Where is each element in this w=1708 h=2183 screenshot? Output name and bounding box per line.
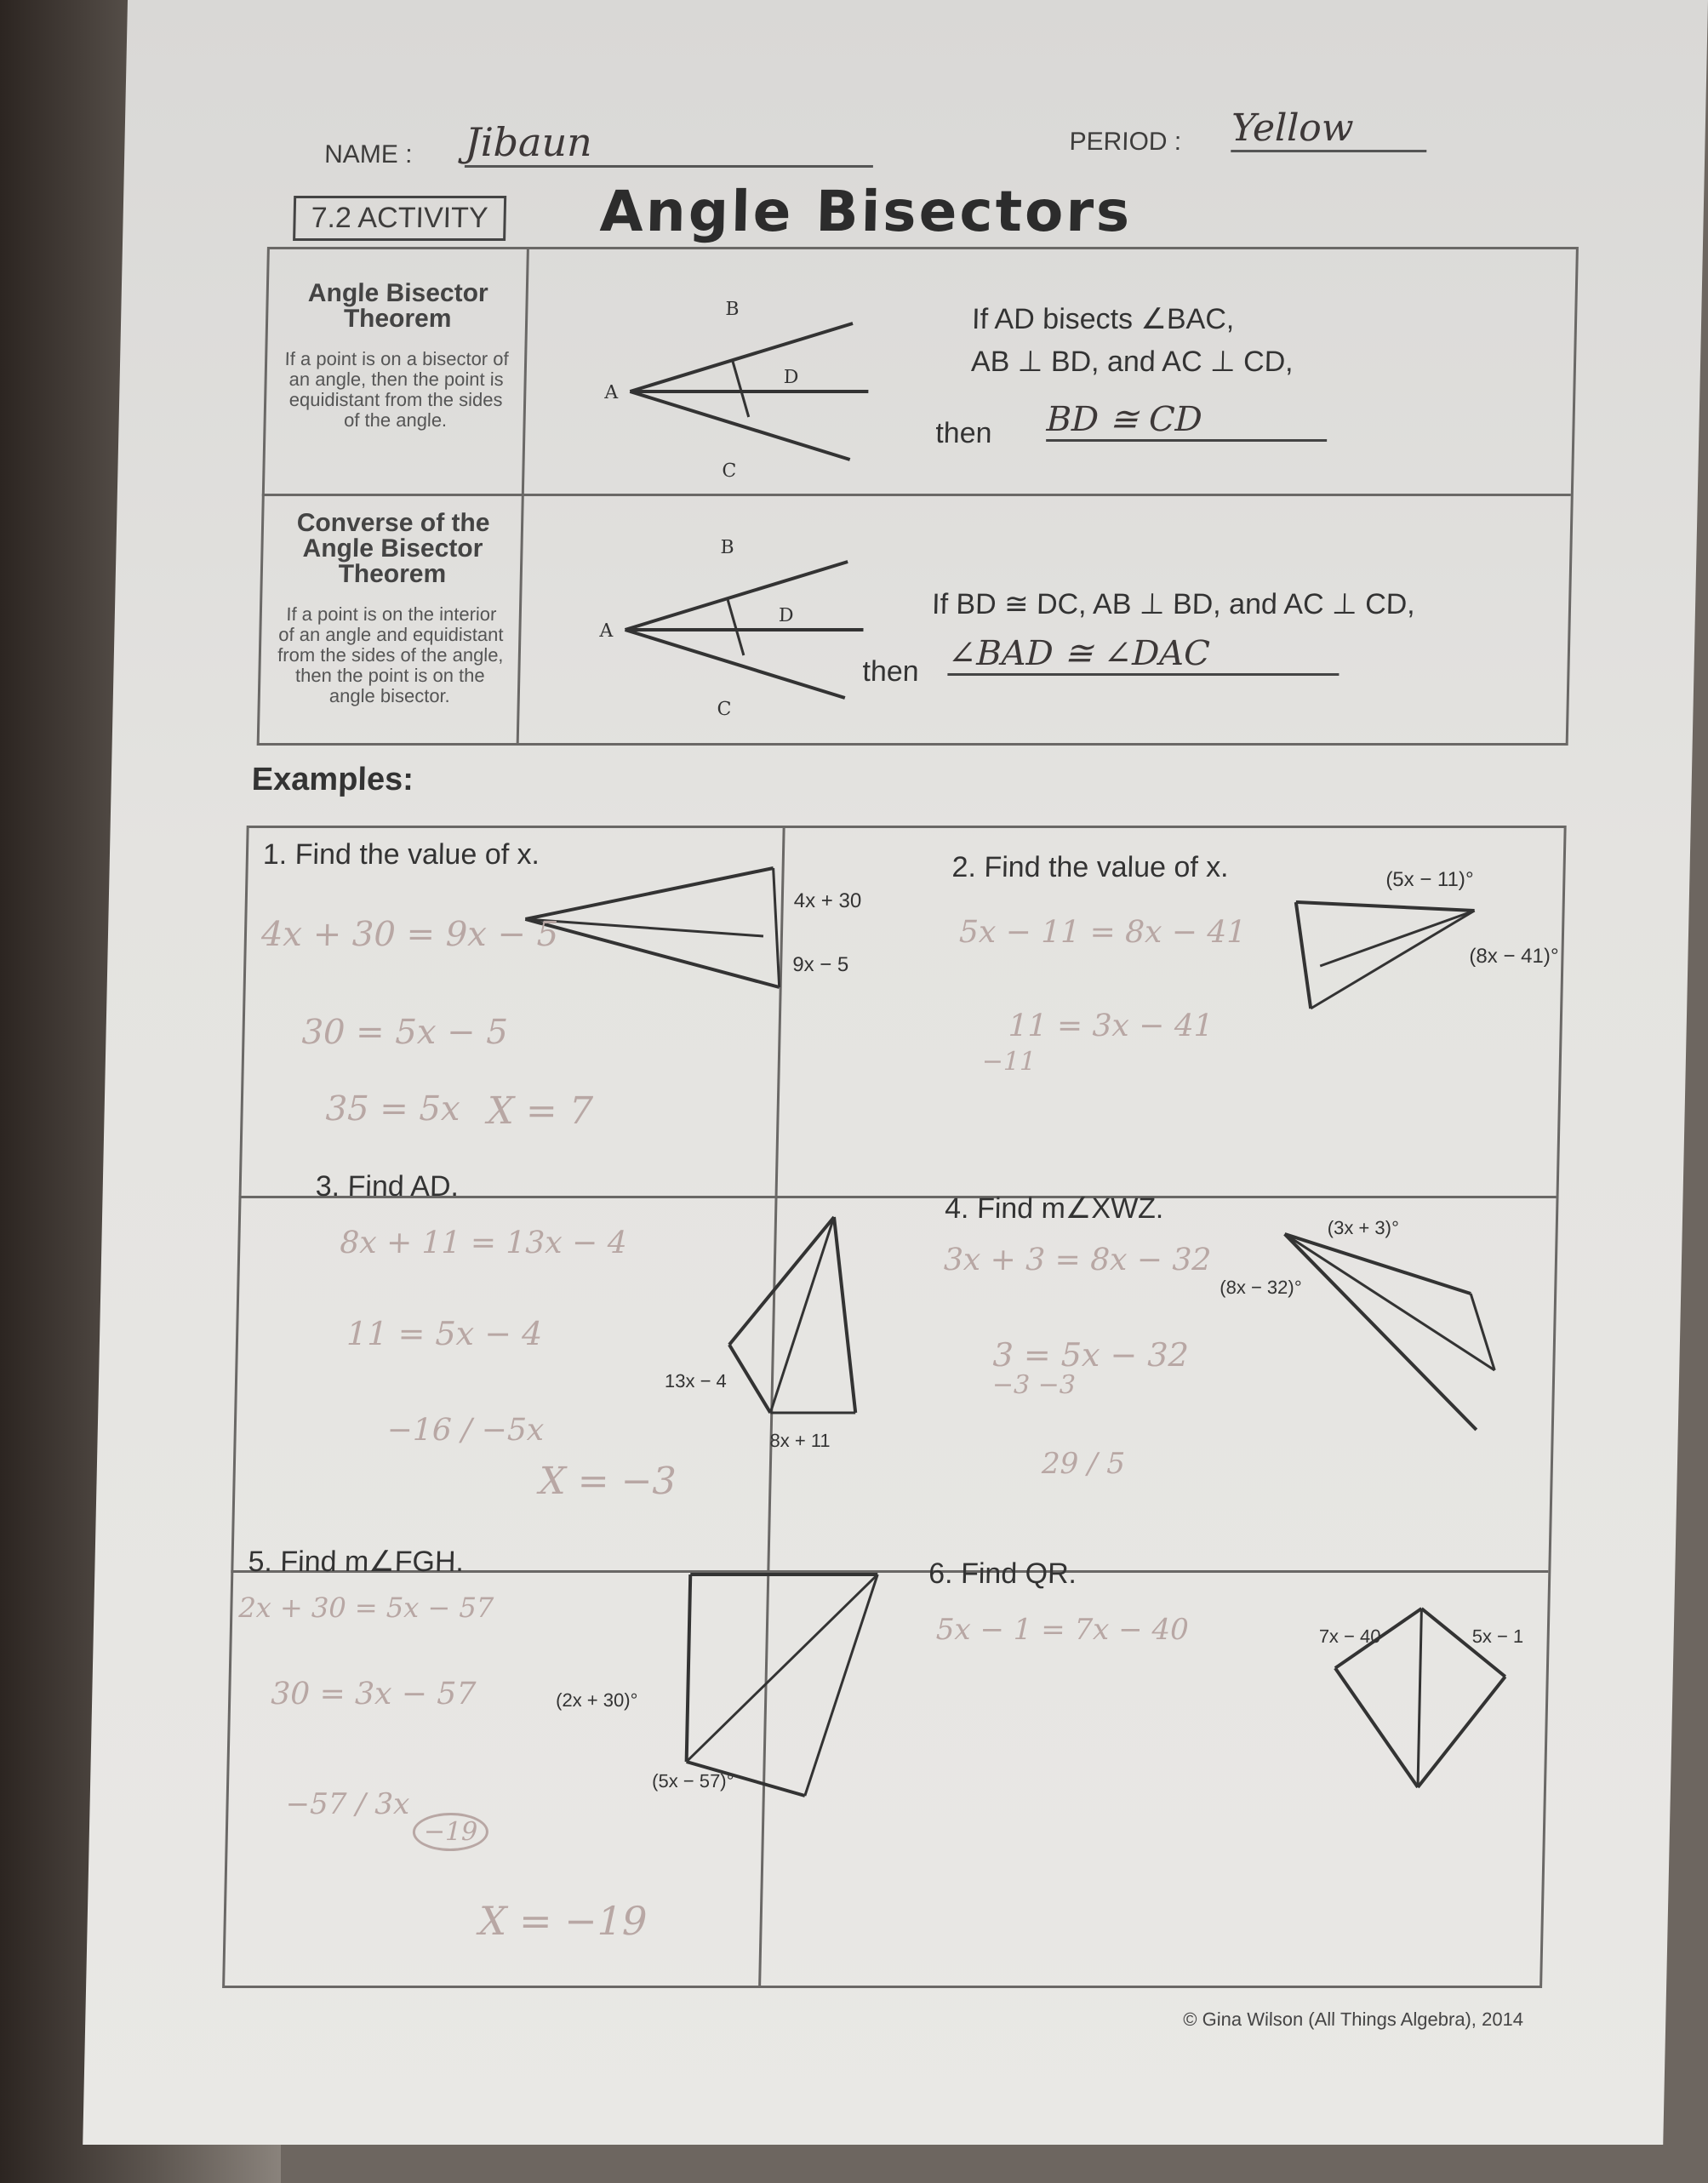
theorem1-text: If a point is on a bisector of an angle, then the point is equidistant from the sides of the angle.: [284, 348, 509, 431]
svg-text:C: C: [717, 699, 732, 720]
svg-text:C: C: [722, 460, 737, 482]
theorem2-text: If a point is on the interior of an angle and equidistant from the sides of the angle, then the point is on the angle bisector.: [277, 603, 504, 706]
problem2-work-3: −11: [981, 1047, 1037, 1077]
problem3-prompt: 3. Find AD.: [315, 1170, 460, 1203]
problem5-prompt: 5. Find m∠FGH.: [248, 1546, 465, 1578]
theorem1-condition-1: If AD bisects ∠BAC,: [971, 303, 1235, 335]
theorem1-condition-2: AB ⊥ BD, and AC ⊥ CD,: [970, 346, 1294, 378]
problem5-label-2: (5x − 57)°: [651, 1770, 734, 1792]
problem2-work-1: 5x − 11 = 8x − 41: [958, 915, 1247, 950]
period-label: PERIOD :: [1069, 128, 1182, 156]
svg-text:A: A: [604, 382, 619, 403]
svg-text:D: D: [783, 367, 799, 388]
table-divider: [262, 494, 1571, 496]
name-label: NAME :: [323, 140, 413, 169]
problem5-work-5: X = −19: [478, 1898, 648, 1944]
problem1-work-1: 4x + 30 = 9x − 5: [260, 915, 559, 954]
page-title: Angle Bisectors: [598, 179, 1134, 244]
svg-text:B: B: [720, 537, 734, 558]
theorem1-then-label: then: [934, 417, 992, 449]
svg-text:B: B: [725, 299, 740, 320]
theorem2-answer: ∠BAD ≅ ∠DAC: [947, 634, 1340, 676]
problem1-label-2: 9x − 5: [791, 953, 849, 976]
theorem2-name: Converse of the Angle Bisector Theorem: [296, 509, 490, 588]
worksheet-paper: [83, 0, 1708, 2145]
problem2-label-1: (5x − 11)°: [1385, 868, 1474, 891]
name-value: Jibaun: [465, 119, 874, 168]
period-value: Yellow: [1231, 106, 1427, 152]
problem4-diagram: [1263, 1226, 1522, 1447]
problem1-work-3: 35 = 5x: [325, 1089, 461, 1129]
problem5-label-1: (2x + 30)°: [555, 1689, 638, 1711]
theorem1-diagram: [594, 298, 879, 485]
problem1-work-2: 30 = 5x − 5: [301, 1013, 509, 1052]
problem2-label-2: (8x − 41)°: [1469, 945, 1559, 968]
problem2-work-2: 11 = 3x − 41: [1008, 1009, 1214, 1043]
theorem2-condition: If BD ≅ DC, AB ⊥ BD, and AC ⊥ CD,: [931, 588, 1416, 620]
problem5-work-3: −57 / 3x: [285, 1787, 410, 1821]
problem5-work-2: 30 = 3x − 57: [270, 1677, 477, 1712]
svg-text:A: A: [599, 620, 614, 642]
problem3-work-4: X = −3: [539, 1460, 677, 1503]
problem4-work-1: 3x + 3 = 8x − 32: [943, 1243, 1212, 1277]
activity-badge: 7.2 ACTIVITY: [293, 196, 506, 241]
theorem1-name: Angle Bisector Theorem: [307, 279, 488, 333]
problem5-work-4: −19: [412, 1813, 488, 1851]
theorem2-diagram: [589, 536, 874, 723]
problem4-work-4: 29 / 5: [1041, 1447, 1126, 1481]
problem3-label-2: 8x + 11: [769, 1430, 831, 1451]
problem1-label-1: 4x + 30: [793, 889, 862, 912]
svg-text:D: D: [778, 605, 794, 626]
problem4-label-2: (8x − 32)°: [1220, 1277, 1302, 1298]
problem2-diagram: [1285, 889, 1493, 1034]
problem4-work-2: 3 = 5x − 32: [992, 1336, 1190, 1374]
problem4-prompt: 4. Find m∠XWZ.: [944, 1192, 1164, 1225]
theorem2-then-label: then: [862, 655, 920, 688]
problem5-work-1: 2x + 30 = 5x − 57: [238, 1592, 494, 1624]
problem6-label-1: 7x − 40: [1318, 1626, 1381, 1647]
problem4-label-1: (3x + 3)°: [1327, 1217, 1400, 1238]
problem6-prompt: 6. Find QR.: [928, 1557, 1077, 1590]
problem3-work-3: −16 / −5x: [386, 1413, 545, 1448]
problem3-label-1: 13x − 4: [664, 1370, 728, 1392]
problem3-work-1: 8x + 11 = 13x − 4: [339, 1226, 628, 1260]
theorem1-answer: BD ≅ CD: [1046, 400, 1328, 442]
problem3-diagram: [660, 1209, 885, 1430]
problem6-label-2: 5x − 1: [1471, 1626, 1524, 1647]
copyright-footer: © Gina Wilson (All Things Algebra), 2014: [1183, 2009, 1524, 2030]
examples-heading: Examples:: [251, 762, 414, 797]
problem1-prompt: 1. Find the value of x.: [262, 838, 540, 871]
problem1-work-4: X = 7: [487, 1089, 594, 1133]
problem2-prompt: 2. Find the value of x.: [951, 851, 1230, 883]
problem3-work-2: 11 = 5x − 4: [346, 1315, 543, 1352]
problem6-work-1: 5x − 1 = 7x − 40: [935, 1613, 1190, 1647]
problem4-work-3: −3 −3: [991, 1370, 1077, 1400]
